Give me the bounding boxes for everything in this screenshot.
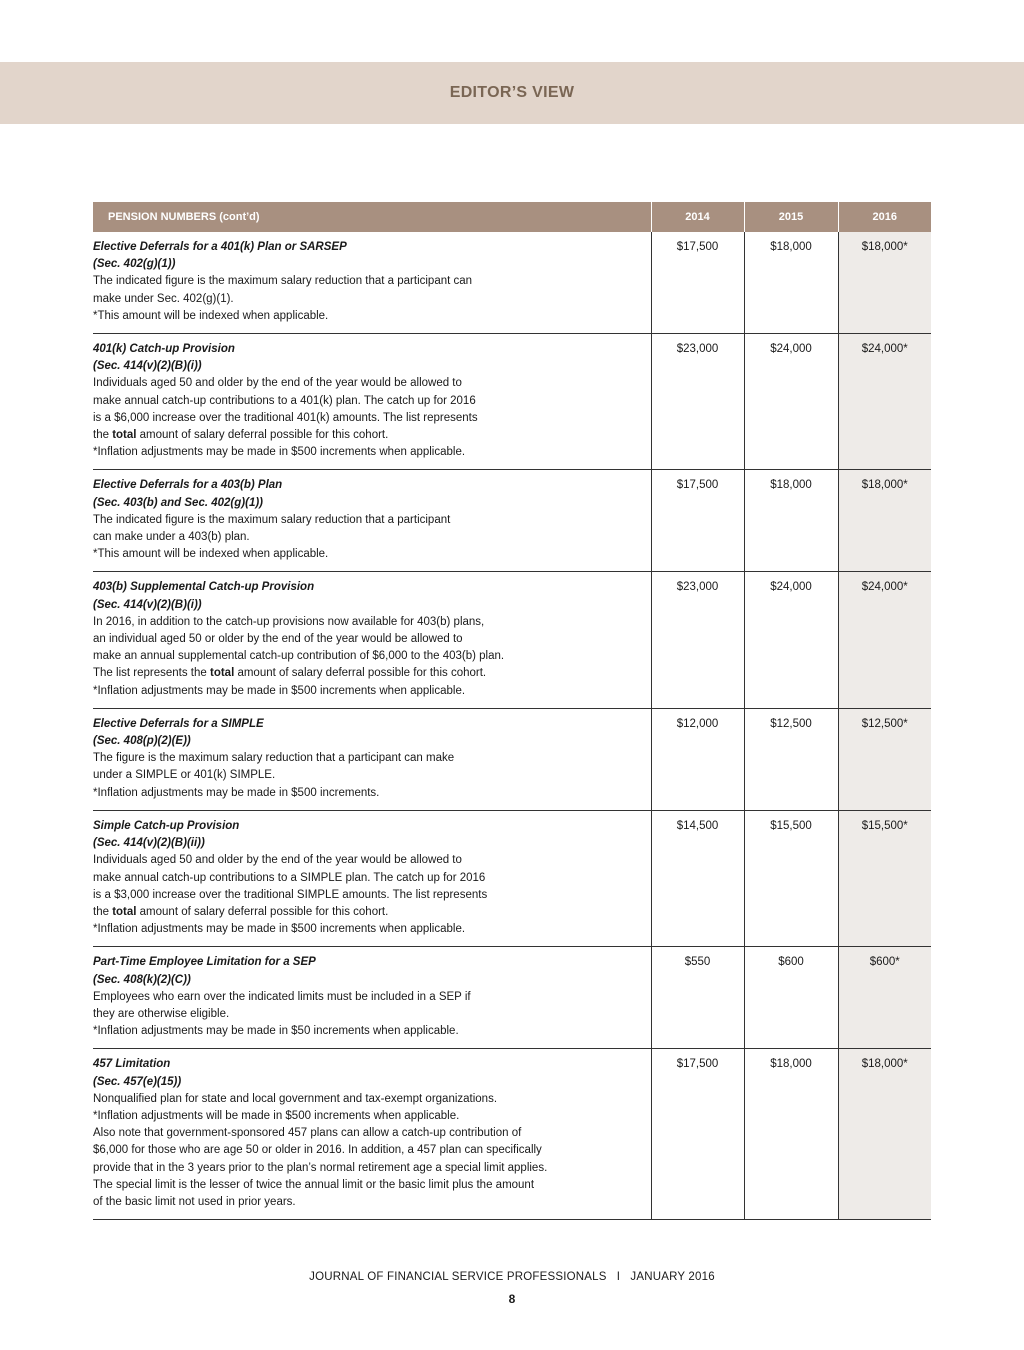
value-2016: $24,000*	[838, 334, 931, 470]
row-code-section: (Sec. 403(b) and Sec. 402(g)(1))	[93, 496, 263, 509]
table-row	[93, 1049, 931, 1220]
row-title: 401(k) Catch-up Provision	[93, 343, 235, 356]
section-banner	[0, 62, 1024, 124]
banner-title: EDITOR’S VIEW	[449, 84, 575, 101]
table-row	[93, 572, 931, 708]
table-header-row	[93, 202, 931, 232]
row-text-line: the total amount of salary deferral possible for this cohort.	[93, 429, 389, 442]
table-row	[93, 232, 931, 334]
row-text-line: *Inflation adjustments may be made in $500 increments when applicable.	[93, 923, 466, 936]
value-2016: $15,500*	[838, 810, 931, 946]
value-2014: $12,000	[651, 708, 744, 810]
row-text-line: *This amount will be indexed when applicable.	[93, 309, 329, 322]
row-text-line: $6,000 for those who are age 50 or older in 2016. In addition, a 457 plan can specifically	[93, 1144, 542, 1157]
value-2015: $24,000	[744, 572, 838, 708]
value-2016: $18,000*	[838, 232, 931, 334]
row-text-line: The list represents the total amount of salary deferral possible for this cohort.	[93, 667, 487, 680]
header-description: PENSION NUMBERS (cont’d)	[93, 202, 651, 232]
row-text-line: under a SIMPLE or 401(k) SIMPLE.	[93, 769, 276, 782]
value-2015: $12,500	[744, 708, 838, 810]
value-2016: $24,000*	[838, 572, 931, 708]
row-code-section: (Sec. 402(g)(1))	[93, 258, 176, 271]
row-description	[93, 470, 651, 572]
row-text-line: *This amount will be indexed when applicable.	[93, 548, 329, 561]
table-row	[93, 470, 931, 572]
row-text-line: The figure is the maximum salary reduction that a participant can make	[93, 752, 455, 765]
row-code-section: (Sec. 414(v)(2)(B)(i))	[93, 360, 202, 373]
table-body	[93, 232, 931, 1220]
value-2014: $17,500	[651, 1049, 744, 1220]
row-text-line: of the basic limit not used in prior years.	[93, 1195, 296, 1208]
row-text-line: The special limit is the lesser of twice the annual limit or the basic limit plus the amount	[93, 1178, 535, 1191]
value-2015: $600	[744, 947, 838, 1049]
row-text-line: make annual catch-up contributions to a 401(k) plan. The catch up for 2016	[93, 394, 476, 407]
value-2014: $23,000	[651, 334, 744, 470]
row-code-section: (Sec. 457(e)(15))	[93, 1075, 182, 1088]
header-2015: 2015	[744, 202, 838, 232]
row-text-line: make annual catch-up contributions to a SIMPLE plan. The catch up for 2016	[93, 871, 486, 884]
row-text-line: an individual aged 50 or older by the end of the year would be allowed to	[93, 633, 463, 646]
table-row	[93, 810, 931, 946]
table-row	[93, 708, 931, 810]
row-text-line: provide that in the 3 years prior to the plan’s normal retirement age a special limit applies.	[93, 1161, 548, 1174]
row-text-line: The indicated figure is the maximum salary reduction that a participant can	[93, 275, 473, 288]
table-row	[93, 334, 931, 470]
value-2015: $15,500	[744, 810, 838, 946]
row-description	[93, 708, 651, 810]
row-text-line: *Inflation adjustments may be made in $500 increments.	[93, 786, 380, 799]
row-text-line: Also note that government-sponsored 457 plans can allow a catch-up contribution of	[93, 1127, 522, 1140]
emphasis-text: total	[112, 429, 137, 442]
value-2015: $18,000	[744, 1049, 838, 1220]
emphasis-text: total	[209, 667, 235, 680]
value-2016: $18,000*	[838, 1049, 931, 1220]
row-title: Elective Deferrals for a 401(k) Plan or SARSEP	[93, 241, 347, 253]
row-description	[93, 1049, 651, 1220]
value-2016: $12,500*	[838, 708, 931, 810]
row-code-section: (Sec. 414(v)(2)(B)(i))	[93, 598, 202, 611]
value-2014: $23,000	[651, 572, 744, 708]
row-code-section: (Sec. 408(p)(2)(E))	[93, 735, 191, 748]
row-text-line: is a $6,000 increase over the traditional 401(k) amounts. The list represents	[93, 411, 478, 424]
pension-numbers-table	[93, 202, 931, 1220]
row-text-line: In 2016, in addition to the catch-up provisions now available for 403(b) plans,	[93, 615, 485, 628]
row-text-line: make an annual supplemental catch-up contribution of $6,000 to the 403(b) plan.	[93, 650, 505, 663]
value-2014: $14,500	[651, 810, 744, 946]
row-text-line: the total amount of salary deferral possible for this cohort.	[93, 905, 389, 918]
header-2014: 2014	[651, 202, 744, 232]
row-description	[93, 232, 651, 334]
value-2016: $18,000*	[838, 470, 931, 572]
row-text-line: *Inflation adjustments will be made in $500 increments when applicable.	[93, 1109, 460, 1122]
row-text-line: The indicated figure is the maximum salary reduction that a participant	[93, 513, 451, 526]
row-title: Part-Time Employee Limitation for a SEP	[93, 956, 316, 969]
row-text-line: Nonqualified plan for state and local government and tax-exempt organizations.	[93, 1092, 498, 1105]
row-code-section: (Sec. 408(k)(2)(C))	[93, 973, 191, 986]
value-2015: $18,000	[744, 232, 838, 334]
row-title: 403(b) Supplemental Catch-up Provision	[93, 581, 315, 594]
row-title: Elective Deferrals for a SIMPLE	[93, 717, 264, 730]
row-text-line: *Inflation adjustments may be made in $500 increments when applicable.	[93, 446, 466, 459]
row-text-line: Individuals aged 50 and older by the end of the year would be allowed to	[93, 854, 462, 867]
row-code-section: (Sec. 414(v)(2)(B)(ii))	[93, 837, 205, 850]
value-2015: $24,000	[744, 334, 838, 470]
row-text-line: can make under a 403(b) plan.	[93, 531, 250, 544]
row-text-line: *Inflation adjustments may be made in $500 increments when applicable.	[93, 684, 466, 697]
value-2014: $17,500	[651, 470, 744, 572]
row-text-line: Individuals aged 50 and older by the end of the year would be allowed to	[93, 377, 462, 390]
row-description	[93, 572, 651, 708]
value-2014: $17,500	[651, 232, 744, 334]
row-text-line: they are otherwise eligible.	[93, 1007, 230, 1020]
row-title: Elective Deferrals for a 403(b) Plan	[93, 479, 283, 492]
table-row	[93, 947, 931, 1049]
value-2014: $550	[651, 947, 744, 1049]
emphasis-text: total	[112, 905, 137, 918]
row-title: Simple Catch-up Provision	[93, 819, 240, 832]
row-text-line: make under Sec. 402(g)(1).	[93, 292, 234, 305]
row-description	[93, 334, 651, 470]
journal-footer: JOURNAL OF FINANCIAL SERVICE PROFESSIONALS I JANUARY 2016	[309, 1271, 715, 1283]
value-2015: $18,000	[744, 470, 838, 572]
row-text-line: *Inflation adjustments may be made in $50 increments when applicable.	[93, 1025, 459, 1038]
page-number: 8	[508, 1292, 516, 1306]
row-title: 457 Limitation	[93, 1058, 171, 1071]
row-description	[93, 947, 651, 1049]
header-2016: 2016	[838, 202, 931, 232]
row-text-line: is a $3,000 increase over the traditional SIMPLE amounts. The list represents	[93, 888, 488, 901]
row-text-line: Employees who earn over the indicated limits must be included in a SEP if	[93, 990, 471, 1003]
value-2016: $600*	[838, 947, 931, 1049]
row-description	[93, 810, 651, 946]
